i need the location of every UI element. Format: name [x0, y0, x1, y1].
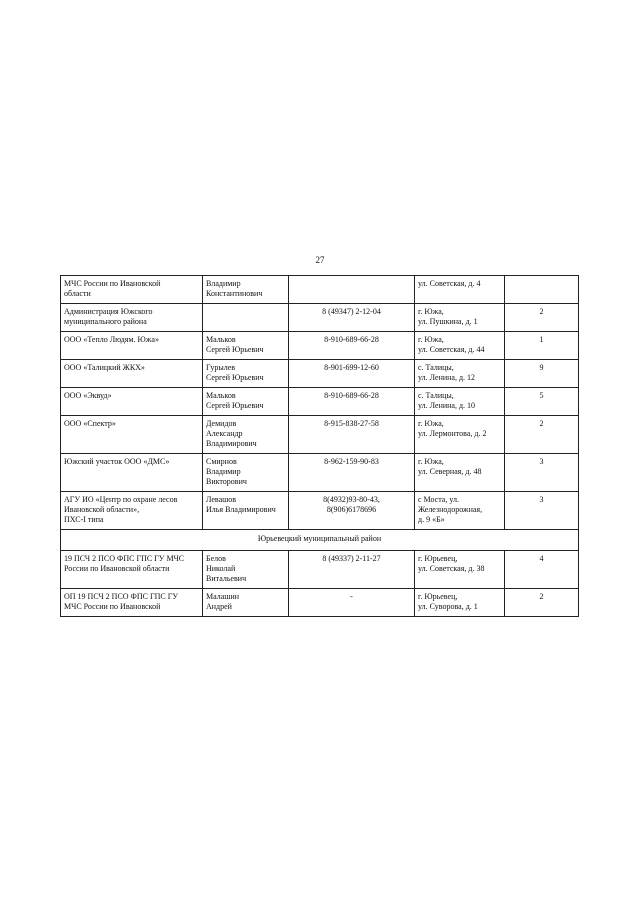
count-cell: 2: [505, 304, 579, 332]
address-cell: г. Юрьевец, ул. Суворова, д. 1: [415, 589, 505, 617]
person-cell: Белов Николай Витальевич: [203, 551, 289, 589]
address-cell: г. Южа, ул. Пушкина, д. 1: [415, 304, 505, 332]
person-cell: Малашин Андрей: [203, 589, 289, 617]
table-body: [61, 276, 579, 617]
org-cell: ООО «Эквуд»: [61, 388, 203, 416]
address-cell: с. Талицы, ул. Ленина, д. 12: [415, 360, 505, 388]
count-cell: 9: [505, 360, 579, 388]
count-cell: 2: [505, 589, 579, 617]
org-cell: ООО «Спектр»: [61, 416, 203, 454]
org-cell: 19 ПСЧ 2 ПСО ФПС ГПС ГУ МЧС России по Ивановской области: [61, 551, 203, 589]
count-cell: 2: [505, 416, 579, 454]
phone-cell: 8-910-689-66-28: [289, 332, 415, 360]
page-number: 27: [315, 255, 325, 265]
person-cell: Гурылев Сергей Юрьевич: [203, 360, 289, 388]
address-cell: с Моста, ул. Железнодорожная, д. 9 «Б»: [415, 492, 505, 530]
phone-cell: 8 (49337) 2-11-27: [289, 551, 415, 589]
address-cell: ул. Советская, д. 4: [415, 276, 505, 304]
table-row: [61, 551, 579, 589]
table-row: [61, 492, 579, 530]
person-cell: Левашов Илья Владимирович: [203, 492, 289, 530]
address-cell: г. Южа, ул. Северная, д. 48: [415, 454, 505, 492]
person-cell: Владимир Константинович: [203, 276, 289, 304]
org-cell: МЧС России по Ивановской области: [61, 276, 203, 304]
phone-cell: 8-962-159-90-83: [289, 454, 415, 492]
count-cell: 3: [505, 492, 579, 530]
org-cell: ООО «Тепло Людям. Южа»: [61, 332, 203, 360]
address-cell: с. Талицы, ул. Ленина, д. 10: [415, 388, 505, 416]
count-cell: 1: [505, 332, 579, 360]
org-cell: ООО «Талицкий ЖКХ»: [61, 360, 203, 388]
count-cell: 3: [505, 454, 579, 492]
org-cell: ОП 19 ПСЧ 2 ПСО ФПС ГПС ГУ МЧС России по Ивановской: [61, 589, 203, 617]
org-cell: Южский участок ООО «ДМС»: [61, 454, 203, 492]
table-row: [61, 416, 579, 454]
table-row: [61, 589, 579, 617]
person-cell: Мальков Сергей Юрьевич: [203, 388, 289, 416]
phone-cell: 8 (49347) 2-12-04: [289, 304, 415, 332]
person-cell: [203, 304, 289, 332]
org-cell: АГУ ИО «Центр по охране лесов Ивановской области», ПХС-I типа: [61, 492, 203, 530]
section-title: Юрьевецкий муниципальный район: [61, 530, 579, 551]
address-cell: г. Юрьевец, ул. Советская, д. 38: [415, 551, 505, 589]
table-row: [61, 388, 579, 416]
section-header-row: [61, 530, 579, 551]
table-row: [61, 454, 579, 492]
count-cell: 5: [505, 388, 579, 416]
phone-cell: [289, 276, 415, 304]
count-cell: [505, 276, 579, 304]
org-cell: Администрация Южского муниципального района: [61, 304, 203, 332]
count-cell: 4: [505, 551, 579, 589]
table-row: [61, 304, 579, 332]
table-row: [61, 360, 579, 388]
organizations-table: [60, 275, 579, 617]
phone-cell: 8(4932)93-80-43, 8(906)6178696: [289, 492, 415, 530]
person-cell: Мальков Сергей Юрьевич: [203, 332, 289, 360]
person-cell: Демидов Александр Владимирович: [203, 416, 289, 454]
phone-cell: 8-910-689-66-28: [289, 388, 415, 416]
person-cell: Смирнов Владимир Викторович: [203, 454, 289, 492]
phone-cell: 8-901-699-12-60: [289, 360, 415, 388]
table-row: [61, 332, 579, 360]
phone-cell: -: [289, 589, 415, 617]
phone-cell: 8-915-838-27-58: [289, 416, 415, 454]
address-cell: г. Южа, ул. Лермонтова, д. 2: [415, 416, 505, 454]
address-cell: г. Южа, ул. Советская, д. 44: [415, 332, 505, 360]
table-row: [61, 276, 579, 304]
